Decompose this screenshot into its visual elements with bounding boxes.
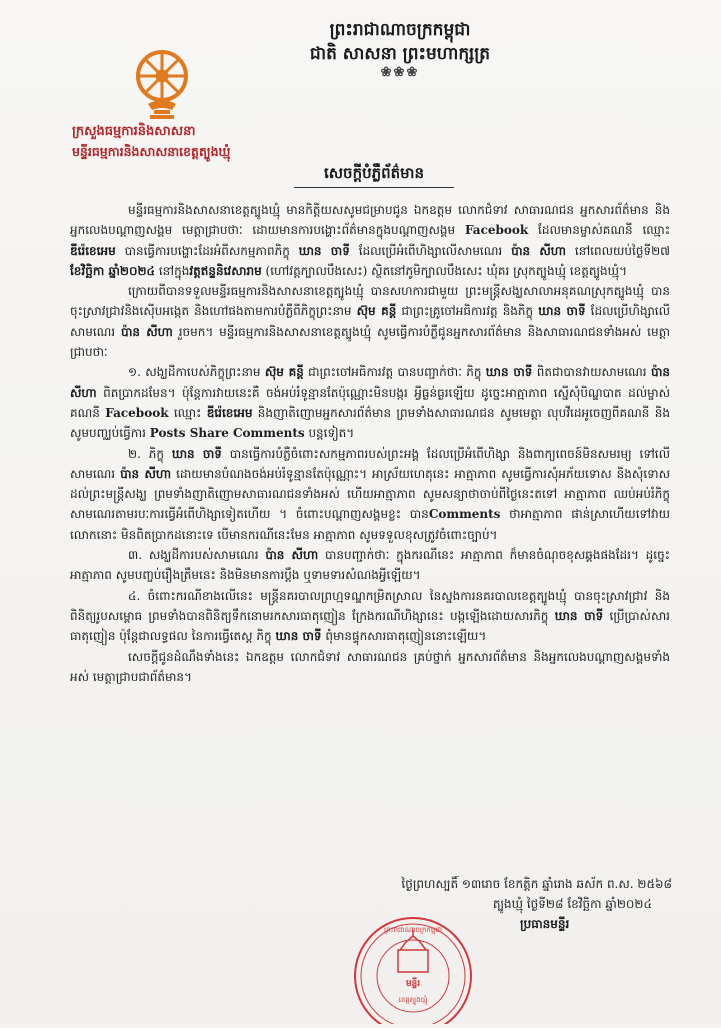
text-run: នៅពេលយប់ថ្ងៃទី២៧ xyxy=(566,243,671,258)
paragraph-point-1 xyxy=(70,362,670,443)
kingdom-name: ព្រះរាជាណាចក្រកម្ពុជា xyxy=(329,20,471,40)
abbot-name: ស៊ុម គន្តី xyxy=(264,365,304,380)
monk-name: ឃាន ចាទី xyxy=(538,304,586,319)
facebook-term: Facebook xyxy=(105,405,169,420)
text-run: ពុំមានផ្ទុកសារធាតុញៀននោះឡើយ។ xyxy=(321,629,487,644)
paragraph-intro xyxy=(70,200,670,281)
text-run: (ហៅវត្តក្បាលបឹងសេះ) ស្ថិតនៅភូមិក្បាលបឹងសេះ ឃុំគរ ស្រុកត្បូងឃ្មុំ ខេត្តត្បូងឃ្មុំ។ xyxy=(261,263,628,278)
lunar-date: ថ្ងៃព្រហស្បតិ៍ ១៣រោច ខែកត្តិក ឆ្នាំរោង ឆស័ក ព.ស. ២៥៦៨ xyxy=(401,877,672,891)
text-run: ៤. ចំពោះករណីខាងលើនេះ មន្ត្រីនគរបាលព្រហ្មទណ្ឌកម្រិតស្រាល នៃស្នងការនគរបាលខេត្តត្បូងឃ្មុំ បានចុះស្រាវជ្រាវ និងពិនិត្យរូបសម្ពោធ ព្រមទាំងបានពិនិត្យទឹកនោមរកសារធាតុញៀន ក្រែងករណីហិង្សានេះ បង្កឡើងដោយសារភិក្ខុ xyxy=(70,588,670,623)
comments-term: Comments xyxy=(428,507,501,522)
account-name: ឌីរ៉េខេអេម xyxy=(206,405,253,420)
novice-name: ប៉ាន សីហា xyxy=(265,548,319,563)
text-run: ប្រើប្រាស់សារធាតុញៀន ប៉ុន្តែជាលទ្ធផល នៃការធ្វើតេស្ត ភិក្ខុ xyxy=(70,608,670,644)
signer-title: ប្រធានមន្ទីរ xyxy=(520,917,570,931)
paragraph-point-2 xyxy=(70,444,670,545)
text-run: រួចមក។ មន្ទីរធម្មការនិងសាសនាខេត្តត្បូងឃ្មុំ សូមធ្វើការបំភ្លឺជូនអ្នកសារព័ត៌មាន និងសាធារណជនទាំងអស់ មេត្តាជ្រាបថាៈ xyxy=(70,324,670,360)
novice-name: ប៉ាន សីហា xyxy=(120,466,172,481)
text-run: ថាអាត្មាភាព ផាន់ស្រាហើយទៅវាយលោកនោះ មិនពិតប្រាកដនោះទេ បើមានករណីនេះមែន អាត្មាភាព សូមទទួលខុសត្រូវចំពោះច្បាប់។ xyxy=(70,507,670,542)
department-name: មន្ទីរធម្មការនិងសាសនាខេត្តត្បូងឃ្មុំ xyxy=(72,144,231,159)
monk-name: ឃាន ចាទី xyxy=(554,608,604,623)
text-run: បានធ្វើការបង្ហោះដែរអំពីសកម្មភាពភិក្ខុ xyxy=(115,243,299,258)
text-run: និងញាតិញោមអ្នកសារព័ត៌មាន ព្រមទាំងសាធារណជន សូមមេត្តា លុបវីដេអូចេញពីគណនី និងសូមបញ្ឈប់ធ្វើការ xyxy=(70,405,670,441)
text-run: ឈ្មោះ xyxy=(168,405,207,420)
text-run: ដែលប្រើអំពើហិង្សាលើសាមណេរ xyxy=(349,243,512,258)
paragraph-closing: សេចក្តីជូនដំណឹងទាំងនេះ ឯកឧត្តម លោកជំទាវ សាធារណជន គ្រប់ថ្នាក់ អ្នកសារព័ត៌មាន និងអ្នកលេងបណ្តាញសង្គមទាំងអស់ មេត្តាជ្រាបជាព័ត៌មាន។ xyxy=(70,649,670,684)
monk-name: ឃាន ចាទី xyxy=(171,446,222,461)
text-run: ជាព្រះចៅអធិការវត្ត បានបញ្ជាក់ថាៈ ភិក្ខុ xyxy=(303,365,486,380)
dharma-wheel-icon xyxy=(132,46,192,126)
ministry-block xyxy=(72,122,230,162)
paragraph-point-3 xyxy=(70,545,670,586)
text-run: ពិតប្រាកដមែន។ ប៉ុន្តែការវាយនេះគឺ ចង់អប់រំទូន្មានតែប៉ុណ្ណោះមិនបង្ករ អ្វីធ្ងន់ធ្ងរឡើយ ដូច្នេះអាត្មាភាព ស្នើសុំបិណ្ឌបាត ដល់ម្ចាស់គណនី xyxy=(70,385,670,420)
text-run: ក្រោយពីបានទទួលមន្ទីរធម្មការនិងសាសនាខេត្តត្បូងឃ្មុំ បានសហការជាមួយ ព្រះមន្ត្រីសង្ឃសាលាអនុគណស្រុកត្បូងឃ្មុំ បានចុះស្រាវជ្រាវនិងស៊ើបអង្កេត និងហៅផងតាមការបំភ្លឺពីភិក្ខុព្រះនាម xyxy=(70,284,670,319)
text-run: នៅក្នុង xyxy=(155,263,190,278)
posts-share-comments-term: Posts Share Comments xyxy=(149,426,305,441)
text-run: ដែលមានម្ចាស់គណនី ឈ្មោះ xyxy=(528,223,670,238)
text-run: ជាព្រះគ្រូចៅអធិការវត្ត និងភិក្ខុ xyxy=(396,304,539,319)
document-body xyxy=(70,200,670,687)
novice-name: ប៉ាន សីហា xyxy=(511,243,567,258)
facebook-term: Facebook xyxy=(464,223,529,238)
novice-name: ប៉ាន សីហា xyxy=(70,365,670,400)
official-seal xyxy=(348,906,478,1024)
paragraph-investigation xyxy=(70,281,670,362)
account-name: ឌីរ៉េខេអេម xyxy=(70,243,116,258)
pagoda-name: វត្តឥន្ទនិវេសារាម xyxy=(189,263,262,278)
paragraph-point-4 xyxy=(70,586,670,647)
text-run: ៣. សង្ឃដីការបស់សាមណេរ xyxy=(128,548,266,563)
header-ornament: ❀❀❀ xyxy=(380,65,420,80)
seal-top-text: ព្រះរាជាណាចក្រកម្ពុជា xyxy=(383,926,443,934)
incident-date: ខែវិច្ឆិកា ឆ្នាំ២០២៤ xyxy=(70,263,156,278)
text-run: ១. សង្ឃដីកាបេស់ភិក្ខុព្រះនាម xyxy=(128,365,265,380)
kingdom-header xyxy=(240,18,560,80)
monk-name: ឃាន ចាទី xyxy=(298,243,350,258)
text-run: ពិតជាបានវាយសាមណេរ xyxy=(532,365,651,380)
text-run: បានធ្វើការបំភ្លឺចំពោះសកម្មភាពរបស់ព្រះអង្គ ដែលប្រើអំពើហិង្សា និងពាក្យពេចន៍មិនសមរម្យ ទៅលើសាមណេរ xyxy=(70,446,670,481)
text-run: ២. ភិក្ខុ xyxy=(128,446,172,461)
text-run: ដែលប្រើហិង្សាលើសាមណេរ xyxy=(70,304,671,339)
novice-name: ប៉ាន សីហា xyxy=(120,324,173,339)
place-and-date: ត្បូងឃ្មុំ ថ្ងៃទី២៨ ខែវិច្ឆិកា ឆ្នាំ២០២៤ xyxy=(492,897,652,911)
monk-name: ឃាន ចាទី xyxy=(275,629,322,644)
national-motto: ជាតិ សាសនា ព្រះមហាក្សត្រ xyxy=(309,44,491,64)
document-title: សេចក្តីបំភ្លឺព័ត៌មាន xyxy=(276,160,472,186)
abbot-name: ស៊ុម គន្តី xyxy=(356,304,397,319)
monk-name: ឃាន ចាទី xyxy=(485,365,533,380)
text-run: បានបញ្ជាក់ថាៈ ក្នុងករណីនេះ អាត្មាភាព ក៏មានចំណុចខុសឆ្គងផងដែរ។ ដូច្នេះ អាត្មាភាព សូមបញ្ចប់រឿងត្រឹមនេះ និងមិនមានការប្តឹង ឬទាមទារសំណងអ្វីឡើយ។ xyxy=(70,548,670,583)
seal-center-text: មន្ទីរ xyxy=(405,979,421,989)
text-run: ដោយមានបំណងចង់អប់រំទូន្មានតែប៉ុណ្ណោះ។ អាស្រ័យហេតុនេះ អាត្មាភាព សូមធ្វើការសុំអភ័យទោស និងសុំទោស ដល់ព្រះមន្ត្រីសង្ឃ ព្រមទាំងញាតិញោមសាធារណជនទាំងអស់ ហើយអាត្មាភាព សូមសន្យាថាចាប់ពីថ្ងៃនេះតទៅ អាត្មាភាព ឈប់អប់រំភិក្ខុសាមណេរតាមរបៈការធ្វើអំពើហិង្សាទៀតហើយ ។ ចំពោះបណ្តាញសង្គមខ្លះ បាន xyxy=(70,466,670,522)
text-run: បន្តទៀត។ xyxy=(304,426,355,441)
text-run: មន្ទីរធម្មការនិងសាសនាខេត្តត្បូងឃ្មុំ មានកិត្តិយសសូមជម្រាបជូន ឯកឧត្តម លោកជំទាវ សាធារណជន អ្នកសារព័ត៌មាន និងអ្នកលេងបណ្តាញសង្គម មេត្តាជ្រាបថាៈ ដោយមានការបង្ហោះព័ត៌មានក្នុងបណ្តាញសង្គម xyxy=(70,203,670,238)
ministry-name: ក្រសួងធម្មការនិងសាសនា xyxy=(72,124,196,139)
seal-bottom-text: ខេត្តត្បូងឃ្មុំ xyxy=(398,996,428,1004)
